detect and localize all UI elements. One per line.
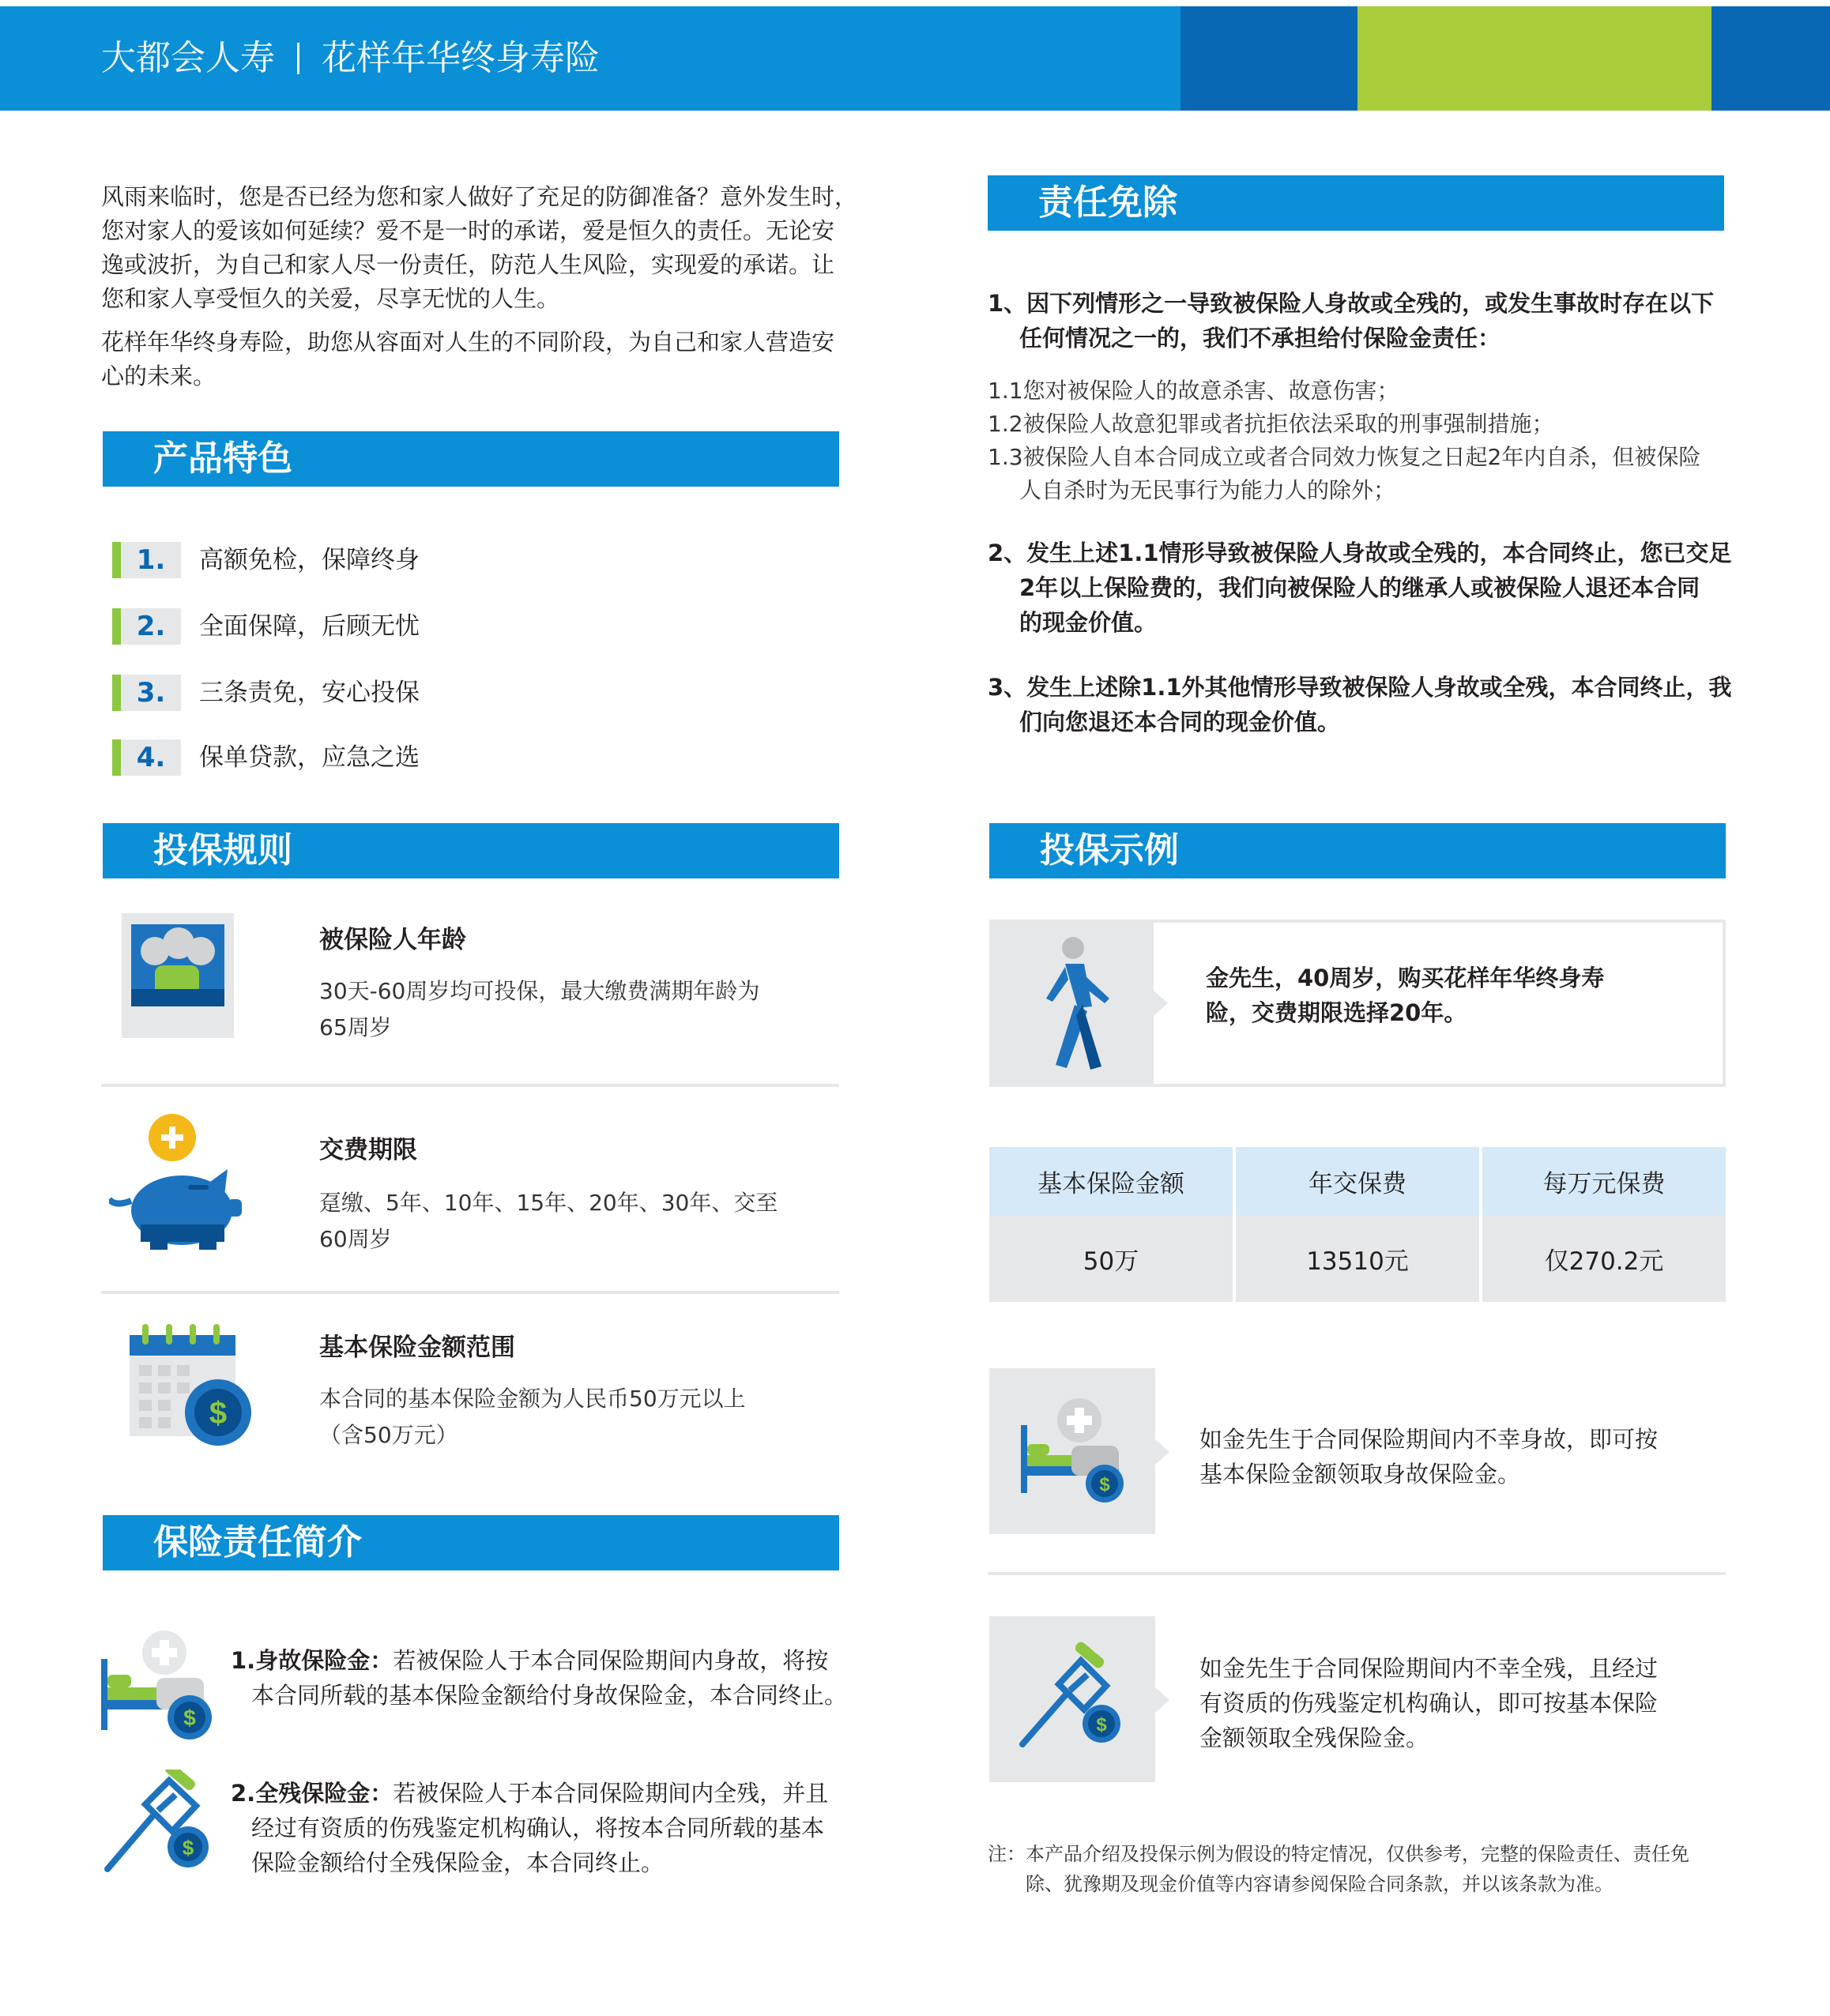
- rule-heading: 交费期限: [319, 1136, 417, 1164]
- feature-text: 保单贷款，应急之选: [199, 743, 420, 772]
- note-line: 除、犹豫期及现金价值等内容请参阅保险合同条款，并以该条款为准。: [1026, 1873, 1613, 1895]
- svg-text:$: $: [1096, 1714, 1107, 1736]
- clause-line: 1、因下列情形之一导致被保险人身故或全残的，或发生事故时存在以下: [988, 290, 1715, 317]
- header-accent-green: [1357, 6, 1711, 111]
- benefit-line: 保险金额给付全残保险金，本合同终止。: [251, 1849, 665, 1876]
- table-header-cell: 每万元保费: [1482, 1147, 1726, 1215]
- rule-body: [319, 1185, 778, 1258]
- feature-item: [112, 739, 855, 776]
- brand-name: 大都会人寿: [101, 38, 275, 78]
- intro-paragraph-1: [101, 180, 860, 316]
- subclause-line: 人自杀时为无民事行为能力人的除外；: [1019, 477, 1396, 503]
- header-bar: [0, 6, 1830, 111]
- exclusion-clause-3: [988, 670, 1746, 739]
- case-death-text: [1199, 1422, 1721, 1491]
- clause-line: 的现金价值。: [1019, 609, 1158, 636]
- feature-item: [112, 675, 855, 711]
- svg-text:$: $: [209, 1396, 228, 1431]
- exclusion-clause-2: [988, 536, 1746, 640]
- case-line: 基本保险金额领取身故保险金。: [1199, 1461, 1521, 1488]
- product-name: 花样年华终身寿险: [322, 38, 600, 78]
- case-line: 金额领取全残保险金。: [1199, 1725, 1429, 1751]
- feature-item: [112, 608, 855, 645]
- divider: [101, 1291, 839, 1294]
- header-accent-dark-right: [1711, 6, 1830, 111]
- intro-line: 花样年华终身寿险，助您从容面对人生的不同阶段，为自己和家人营造安: [101, 329, 835, 355]
- feature-number: 3.: [121, 675, 181, 711]
- case-line: 有资质的伤残鉴定机构确认，即可按基本保险: [1199, 1690, 1659, 1717]
- benefit-text: 若被保险人于本合同保险期间内全残，并且: [393, 1780, 829, 1807]
- table-cell: 50万: [989, 1215, 1233, 1302]
- rule-heading: 基本保险金额范围: [319, 1333, 515, 1362]
- exclusion-clause-1: [988, 286, 1746, 355]
- subclause-line: 1.2被保险人故意犯罪或者抗拒依法采取的刑事强制措施；: [988, 411, 1554, 437]
- intro-line: 心的未来。: [101, 363, 217, 389]
- family-photo-icon: [122, 913, 234, 1038]
- rule-body: [319, 1381, 746, 1454]
- svg-text:$: $: [183, 1706, 196, 1730]
- divider: [988, 1572, 1726, 1575]
- benefit-line: 经过有资质的伤残鉴定机构确认，将按本合同所载的基本: [251, 1815, 825, 1841]
- crutch-icon: [101, 1770, 220, 1875]
- exclusions-heading: 责任免除: [988, 175, 1724, 231]
- benefit-line: [231, 1643, 855, 1678]
- example-intro: [1206, 961, 1696, 1030]
- rule-line: （含50万元）: [319, 1422, 458, 1448]
- feature-number: 4.: [121, 739, 181, 776]
- feature-bar: [112, 675, 121, 711]
- feature-text: 三条责免，安心投保: [199, 679, 420, 707]
- calendar-dollar-icon: [130, 1324, 256, 1447]
- walking-man-icon: [989, 920, 1154, 1087]
- clause-line: 们向您退还本合同的现金价值。: [1019, 709, 1341, 735]
- premium-table: [986, 1147, 1729, 1302]
- rule-body: [319, 973, 759, 1046]
- rule-line: 趸缴、5年、10年、15年、20年、30年、交至: [319, 1190, 778, 1216]
- header-title: [101, 28, 600, 88]
- table-header-cell: 年交保费: [1236, 1147, 1479, 1215]
- feature-text: 高额免检，保障终身: [199, 546, 420, 574]
- intro-line: 您对家人的爱该如何延续？爱不是一时的承诺，爱是恒久的责任。无论安: [101, 217, 835, 244]
- feature-bar: [112, 739, 121, 776]
- svg-text:$: $: [182, 1836, 194, 1860]
- example-intro-line: 金先生，40周岁，购买花样年华终身寿: [1206, 965, 1605, 991]
- hospital-bed-icon: [101, 1630, 217, 1741]
- piggy-bank-icon: [109, 1114, 243, 1253]
- clause-line: 任何情况之一的，我们不承担给付保险金责任：: [1019, 325, 1501, 352]
- intro-paragraph-2: [101, 325, 860, 393]
- case-disability-text: [1199, 1651, 1721, 1755]
- crutch-icon: [989, 1616, 1155, 1782]
- table-row: [989, 1215, 1726, 1302]
- benefits-heading: 保险责任简介: [103, 1515, 839, 1570]
- header-accent-dark: [1180, 6, 1357, 111]
- example-heading: 投保示例: [989, 823, 1726, 878]
- feature-text: 全面保障，后顾无忧: [199, 612, 420, 641]
- pointer-arrow: [1155, 1687, 1169, 1713]
- intro-line: 逸或波折，为自己和家人尽一份责任，防范人生风险，实现爱的承诺。让: [101, 251, 835, 278]
- features-heading: 产品特色: [103, 431, 839, 487]
- benefit-text: 若被保险人于本合同保险期间内身故，将按: [393, 1647, 829, 1674]
- feature-bar: [112, 542, 121, 578]
- table-header-row: [989, 1147, 1726, 1215]
- feature-bar: [112, 608, 121, 645]
- person-icon-box: [989, 920, 1154, 1087]
- feature-item: [112, 542, 855, 578]
- header-separator: [297, 43, 299, 74]
- divider: [101, 1084, 839, 1087]
- case-death-icon-box: [989, 1368, 1155, 1534]
- table-header-cell: 基本保险金额: [989, 1147, 1233, 1215]
- rule-line: 30天-60周岁均可投保，最大缴费满期年龄为: [319, 978, 760, 1004]
- rule-heading: 被保险人年龄: [319, 926, 466, 954]
- table-cell: 仅270.2元: [1482, 1215, 1726, 1302]
- case-line: 如金先生于合同保险期间内不幸全残，且经过: [1199, 1655, 1659, 1682]
- subclause-line: 1.3被保险人自本合同成立或者合同效力恢复之日起2年内自杀，但被保险: [988, 444, 1701, 470]
- svg-text:$: $: [1099, 1474, 1110, 1495]
- intro-line: 风雨来临时，您是否已经为您和家人做好了充足的防御准备？意外发生时，: [101, 183, 858, 210]
- disclaimer-note: [988, 1839, 1746, 1899]
- intro-line: 您和家人享受恒久的关爱，尽享无忧的人生。: [101, 285, 560, 312]
- case-line: 如金先生于合同保险期间内不幸身故，即可按: [1199, 1426, 1659, 1453]
- clause-line: 3、发生上述除1.1外其他情形导致被保险人身故或全残，本合同终止，我: [988, 674, 1732, 701]
- benefit-disability: [231, 1776, 855, 1880]
- pointer-arrow: [1155, 1439, 1169, 1465]
- clause-line: 2年以上保险费的，我们向被保险人的继承人或被保险人退还本合同: [1019, 574, 1700, 601]
- hospital-bed-icon: [989, 1368, 1155, 1534]
- note-line: 注：本产品介绍及投保示例为假设的特定情况，仅供参考，完整的保险责任、责任免: [988, 1843, 1689, 1865]
- benefit-line: 本合同所载的基本保险金额给付身故保险金，本合同终止。: [251, 1682, 848, 1709]
- exclusion-subclauses: [988, 374, 1746, 507]
- benefit-death: [231, 1643, 855, 1713]
- benefit-line: [231, 1776, 855, 1811]
- rule-line: 65周岁: [319, 1014, 392, 1040]
- rule-line: 本合同的基本保险金额为人民币50万元以上: [319, 1386, 746, 1412]
- rules-heading: 投保规则: [103, 823, 839, 878]
- benefit-label: 1.身故保险金：: [231, 1647, 393, 1674]
- table-cell: 13510元: [1236, 1215, 1479, 1302]
- subclause-line: 1.1您对被保险人的故意杀害、故意伤害；: [988, 378, 1399, 404]
- clause-line: 2、发生上述1.1情形导致被保险人身故或全残的，本合同终止，您已交足: [988, 540, 1732, 566]
- feature-number: 2.: [121, 608, 181, 645]
- case-disability-icon-box: [989, 1616, 1155, 1782]
- rule-line: 60周岁: [319, 1226, 392, 1252]
- feature-number: 1.: [121, 542, 181, 578]
- benefit-label: 2.全残保险金：: [231, 1780, 393, 1807]
- pointer-arrow: [1154, 991, 1168, 1016]
- example-intro-line: 险，交费期限选择20年。: [1206, 999, 1467, 1026]
